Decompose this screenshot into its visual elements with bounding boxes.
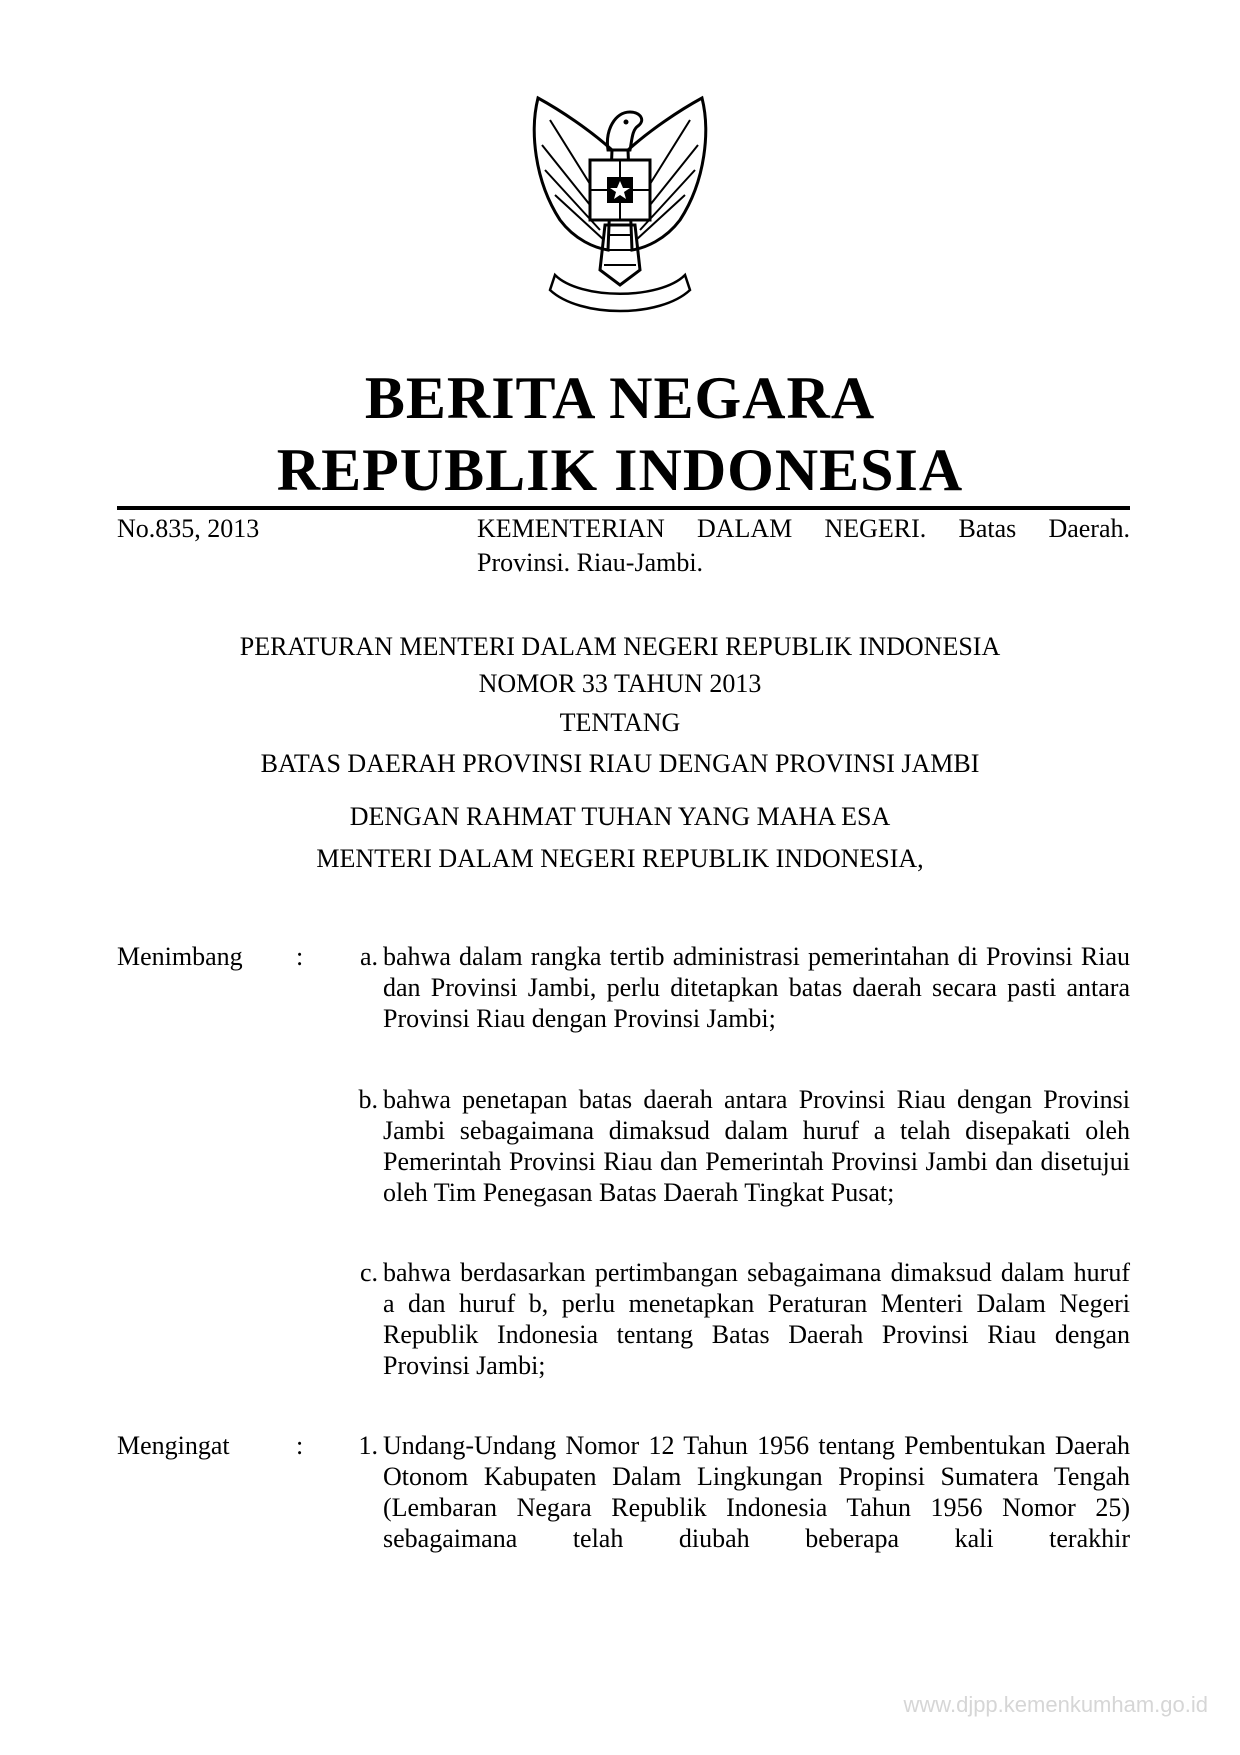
list-item: bahwa berdasarkan pertimbangan sebagaimana dimaksud dalam huruf a dan huruf b, perlu menetapkan Peraturan Menteri Dalam Negeri Republik Indonesia tentang Batas Daerah Provinsi Riau dengan Provinsi Jambi;: [383, 1258, 1130, 1380]
document-description: [477, 512, 1130, 580]
regulation-issuer: MENTERI DALAM NEGERI REPUBLIK INDONESIA,: [316, 844, 924, 873]
description-line1: KEMENTERIAN DALAM NEGERI. Batas Daerah.: [477, 514, 1130, 543]
regulation-title: PERATURAN MENTERI DALAM NEGERI REPUBLIK INDONESIA: [239, 632, 1001, 661]
watermark: www.djpp.kemenkumham.go.id: [903, 1692, 1208, 1717]
item-marker: 1.: [358, 1431, 378, 1460]
item-marker: b.: [358, 1085, 378, 1114]
item-marker: a.: [359, 942, 378, 971]
list-item: bahwa penetapan batas daerah antara Provinsi Riau dengan Provinsi Jambi sebagaimana dimaksud dalam huruf a telah disepakati oleh Pemerintah Provinsi Riau dan Pemerintah Provinsi Jambi dan disetujui oleh Tim Penegasan Batas Daerah Tingkat Pusat;: [383, 1085, 1130, 1207]
item-marker: c.: [359, 1258, 378, 1287]
section-colon: :: [296, 1431, 304, 1460]
list-item: bahwa dalam rangka tertib administrasi pemerintahan di Provinsi Riau dan Provinsi Jambi, perlu ditetapkan batas daerah secara pasti antara Provinsi Riau dengan Provinsi Jambi;: [383, 942, 1130, 1033]
section-label-menimbang: Menimbang: [117, 942, 243, 971]
regulation-subject: BATAS DAERAH PROVINSI RIAU DENGAN PROVINSI JAMBI: [260, 749, 980, 778]
document-title-line1: BERITA NEGARA: [364, 365, 876, 431]
list-item: Undang-Undang Nomor 12 Tahun 1956 tentang Pembentukan Daerah Otonom Kabupaten Dalam Lingkungan Propinsi Sumatera Tengah (Lembaran Negara Republik Indonesia Tahun 1956 Nomor 25) sebagaimana telah diubah beberapa kali terakhir: [383, 1431, 1130, 1553]
section-colon: :: [296, 942, 304, 971]
regulation-preamble: DENGAN RAHMAT TUHAN YANG MAHA ESA: [349, 802, 891, 831]
regulation-tentang: TENTANG: [559, 708, 681, 737]
section-label-mengingat: Mengingat: [117, 1431, 230, 1460]
header-divider: [117, 506, 1130, 510]
document-title-line2: REPUBLIK INDONESIA: [276, 437, 964, 503]
document-number: No.835, 2013: [117, 514, 260, 543]
description-line2: Provinsi. Riau-Jambi.: [477, 548, 704, 577]
garuda-emblem-icon: [520, 90, 720, 320]
regulation-number: NOMOR 33 TAHUN 2013: [478, 669, 762, 698]
